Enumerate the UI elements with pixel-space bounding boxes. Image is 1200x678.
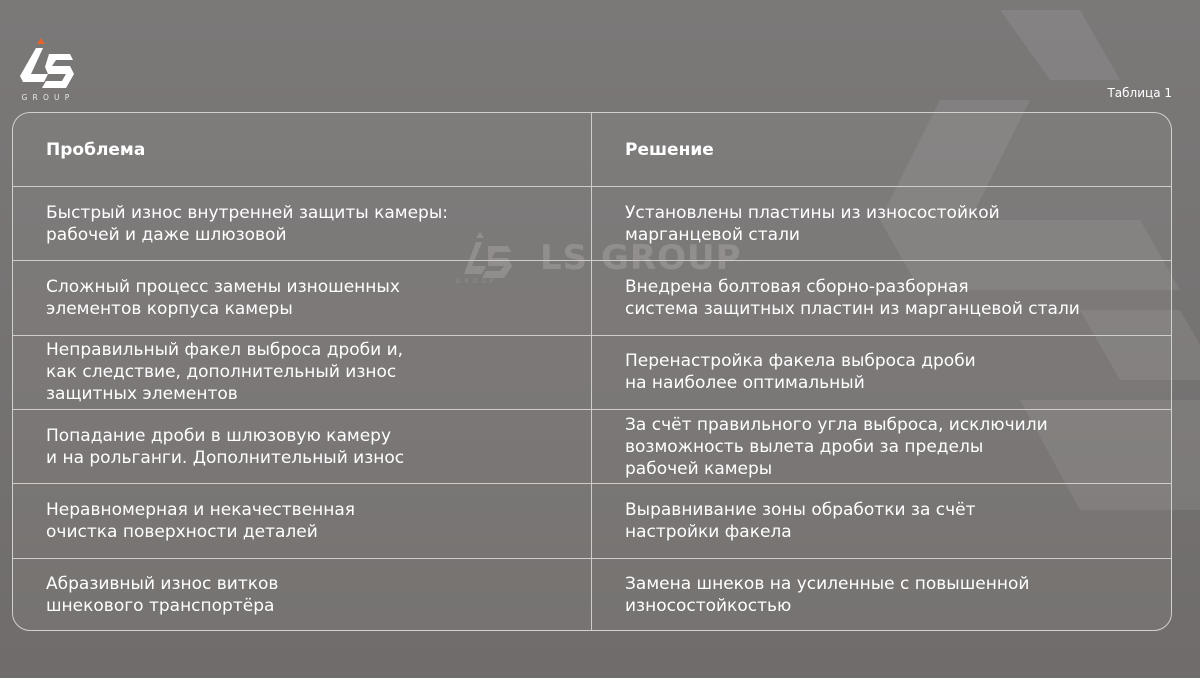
solution-cell: Перенастройка факела выброса дроби на наиболее оптимальный xyxy=(625,351,976,394)
problem-cell: Неправильный факел выброса дроби и, как следствие, дополнительный износ защитных элементов xyxy=(13,336,592,409)
problem-cell: Сложный процесс замены изношенных элементов корпуса камеры xyxy=(13,261,592,334)
table-row xyxy=(13,186,1171,260)
table-header-row xyxy=(13,113,1171,186)
table-row xyxy=(13,335,1171,409)
watermark-text: LS GROUP xyxy=(540,238,742,278)
problem-cell: Неравномерная и некачественная очистка поверхности деталей xyxy=(13,484,592,557)
problem-cell: Попадание дроби в шлюзовую камеру и на рольганги. Дополнительный износ xyxy=(13,410,592,483)
solution-cell: Внедрена болтовая сборно-разборная система защитных пластин из марганцевой стали xyxy=(625,276,1080,319)
table-caption: Таблица 1 xyxy=(1107,86,1172,100)
solution-cell: Выравнивание зоны обработки за счёт настройки факела xyxy=(625,499,976,542)
table-row xyxy=(13,558,1171,631)
table-row xyxy=(13,260,1171,334)
solution-cell: За счёт правильного угла выброса, исключили возможность вылета дроби за пределы рабочей камеры xyxy=(625,414,1048,479)
problem-cell: Быстрый износ внутренней защиты камеры: рабочей и даже шлюзовой xyxy=(13,187,592,260)
problem-solution-table xyxy=(12,112,1172,631)
table-row xyxy=(13,409,1171,483)
header-cell-problem: Проблема xyxy=(13,113,592,186)
problem-cell: Абразивный износ витков шнекового транспортёра xyxy=(13,559,592,631)
logo-wordmark: GROUP xyxy=(21,93,75,102)
solution-cell: Установлены пластины из износостойкой марганцевой стали xyxy=(625,202,1000,245)
header-cell-solution: Решение xyxy=(625,139,714,160)
solution-cell: Замена шнеков на усиленные с повышенной износостойкостью xyxy=(625,574,1030,617)
logo-accent-triangle xyxy=(37,38,45,44)
table-row xyxy=(13,483,1171,557)
watermark-subtext: GROUP xyxy=(456,278,498,285)
